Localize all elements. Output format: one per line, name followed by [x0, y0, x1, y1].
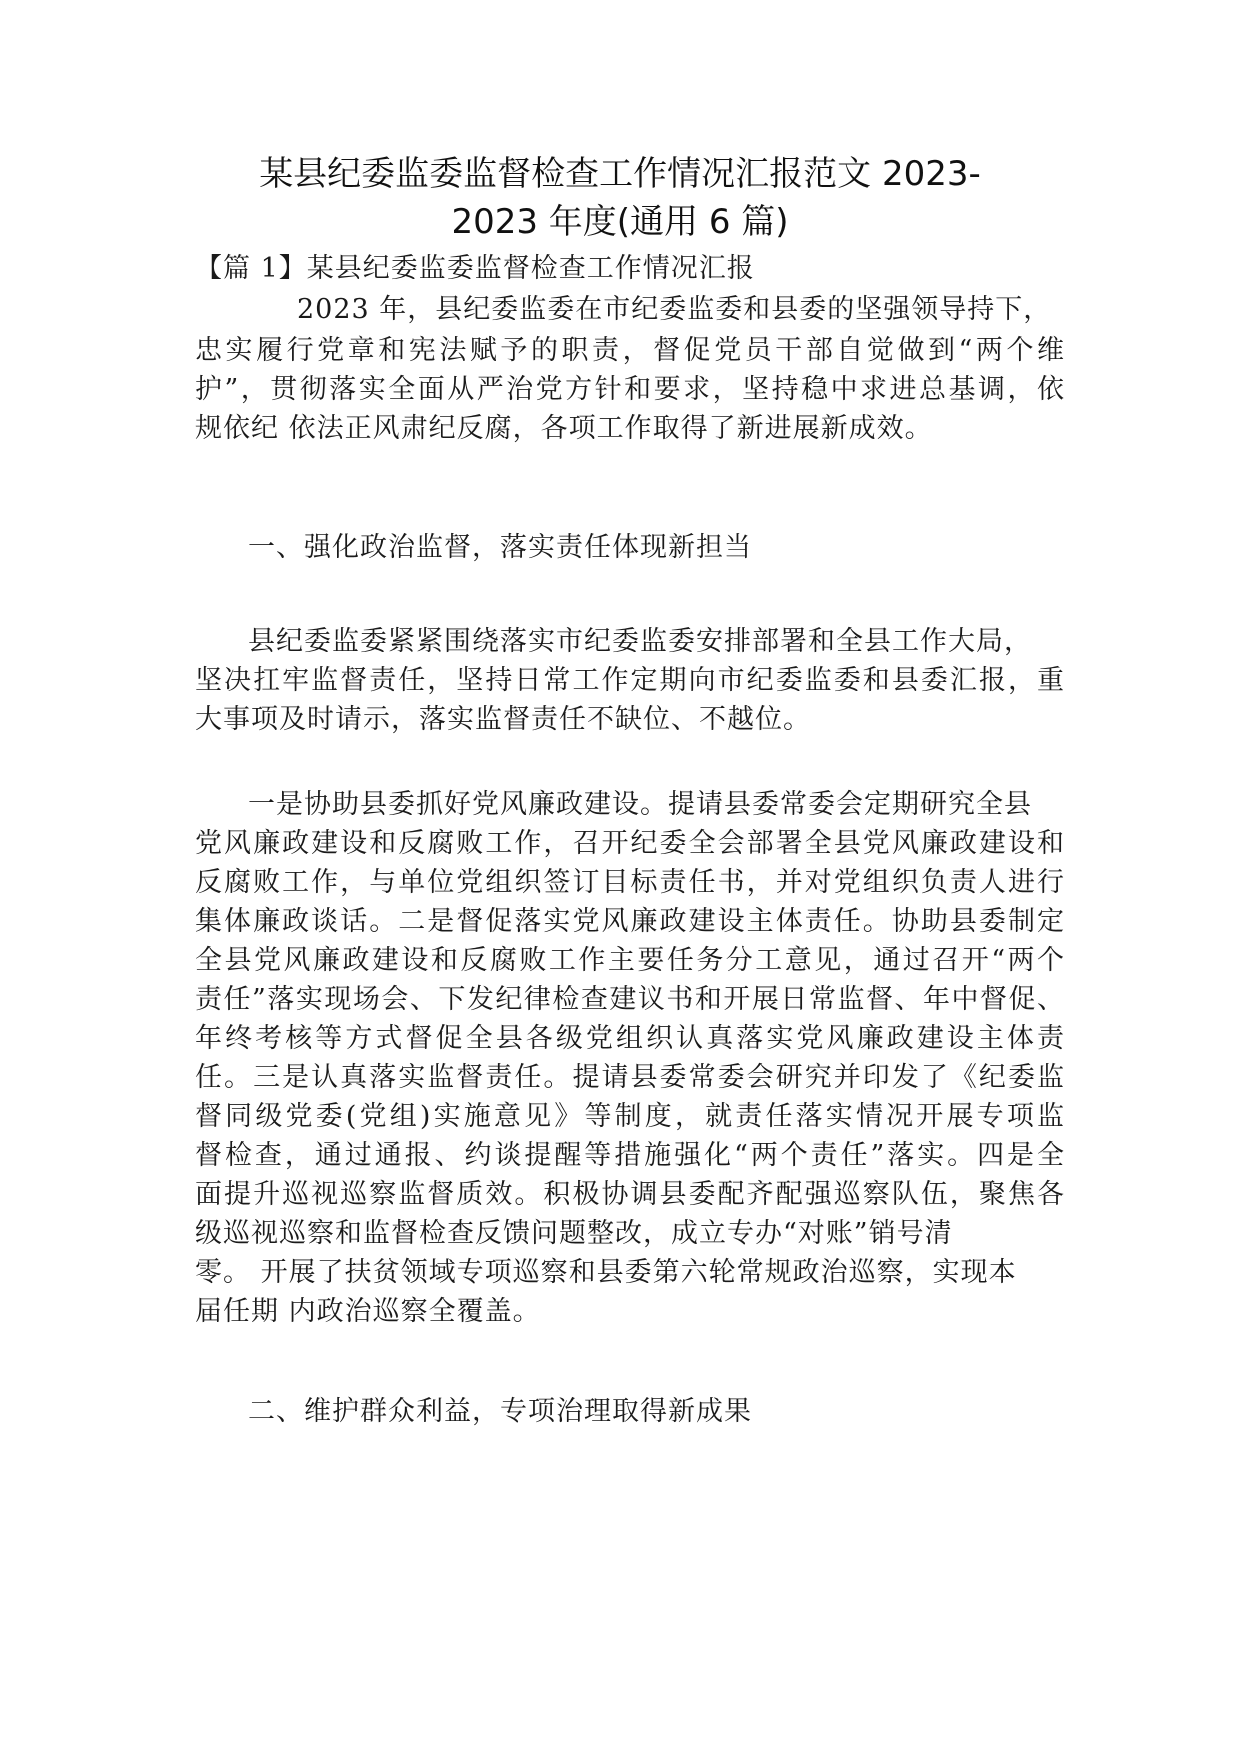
subheading-2: 二、维护群众利益，专项治理取得新成果 — [248, 1396, 752, 1427]
paragraph-2-line: 责任”落实现场会、下发纪律检查建议书和开展日常监督、年中督促、 — [195, 984, 1065, 1015]
paragraph-1-line: 坚决扛牢监督责任，坚持日常工作定期向市纪委监委和县委汇报，重 — [195, 665, 1065, 696]
paragraph-2-line: 督检查，通过通报、约谈提醒等措施强化“两个责任”落实。四是全 — [195, 1140, 1065, 1171]
intro-line: 2023 年，县纪委监委在市纪委监委和县委的坚强领导持下， — [297, 294, 1052, 325]
paragraph-2-line: 督同级党委(党组)实施意见》等制度，就责任落实情况开展专项监 — [195, 1101, 1065, 1132]
paragraph-1-line: 县纪委监委紧紧围绕落实市纪委监委安排部署和全县工作大局， — [248, 626, 1032, 657]
paragraph-2-line: 集体廉政谈话。二是督促落实党风廉政建设主体责任。协助县委制定 — [195, 906, 1065, 937]
paragraph-2-line: 级巡视巡察和监督检查反馈问题整改，成立专办“对账”销号清 — [195, 1218, 953, 1249]
intro-line: 规依纪 依法正风肃纪反腐，各项工作取得了新进展新成效。 — [195, 413, 933, 444]
paragraph-2-line: 党风廉政建设和反腐败工作，召开纪委全会部署全县党风廉政建设和 — [195, 828, 1065, 859]
paragraph-2-line: 反腐败工作，与单位党组织签订目标责任书，并对党组织负责人进行 — [195, 867, 1065, 898]
paragraph-2-line: 全县党风廉政建设和反腐败工作主要任务分工意见，通过召开“两个 — [195, 945, 1065, 976]
paragraph-2-line: 任。三是认真落实监督责任。提请县委常委会研究并印发了《纪委监 — [195, 1062, 1065, 1093]
paragraph-2-line: 面提升巡视巡察监督质效。积极协调县委配齐配强巡察队伍，聚焦各 — [195, 1179, 1065, 1210]
intro-line: 护”，贯彻落实全面从严治党方针和要求，坚持稳中求进总基调，依 — [195, 374, 1065, 405]
document-title-line-1: 某县纪委监委监督检查工作情况汇报范文 2023- — [259, 154, 981, 194]
paragraph-2-line: 一是协助县委抓好党风廉政建设。提请县委常委会定期研究全县 — [248, 789, 1032, 820]
paragraph-2-line: 届任期 内政治巡察全覆盖。 — [195, 1296, 541, 1327]
section-heading: 【篇 1】某县纪委监委监督检查工作情况汇报 — [195, 253, 755, 284]
paragraph-2-line: 年终考核等方式督促全县各级党组织认真落实党风廉政建设主体责 — [195, 1023, 1065, 1054]
intro-line: 忠实履行党章和宪法赋予的职责，督促党员干部自觉做到“两个维 — [195, 335, 1065, 366]
paragraph-2-line: 零。 开展了扶贫领域专项巡察和县委第六轮常规政治巡察，实现本 — [195, 1257, 1017, 1288]
document-title-line-2: 2023 年度(通用 6 篇) — [451, 202, 789, 242]
paragraph-1-line: 大事项及时请示，落实监督责任不缺位、不越位。 — [195, 704, 811, 735]
subheading-1: 一、强化政治监督，落实责任体现新担当 — [248, 532, 752, 563]
